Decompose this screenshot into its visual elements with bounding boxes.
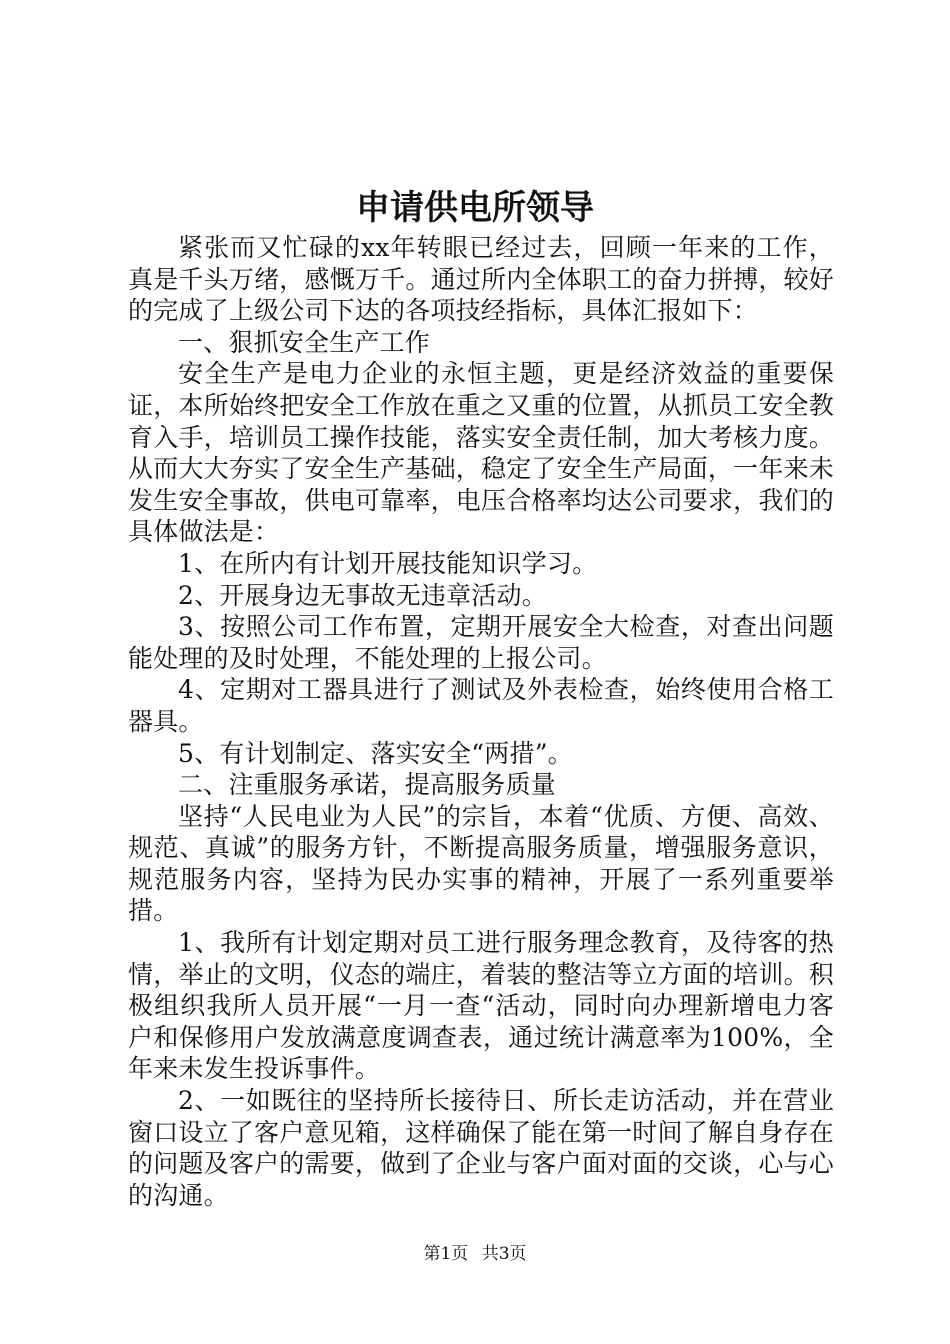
section-heading-safety: 一、狠抓安全生产工作 [178, 327, 431, 357]
list-item: 3、按照公司工作布置，定期开展安全大检查，对查出问题能处理的及时处理，不能处理的上报公司。 [128, 612, 834, 673]
paragraph-intro: 紧张而又忙碌的xx年转眼已经过去，回顾一年来的工作，真是千头万绪，感慨万千。通过所内全体职工的奋力拼搏，较好的完成了上级公司下达的各项技经指标，具体汇报如下： [128, 233, 834, 326]
section-heading-service: 二、注重服务承诺，提高服务质量 [178, 770, 557, 800]
list-item: 1、在所内有计划开展技能知识学习。 [178, 548, 598, 578]
document-body [128, 232, 834, 1211]
list-item: 5、有计划制定、落实安全“两措”。 [178, 738, 573, 768]
paragraph-safety: 安全生产是电力企业的永恒主题，更是经济效益的重要保证，本所始终把安全工作放在重之又重的位置，从抓员工安全教育入手，培训员工操作技能，落实安全责任制，加大考核力度。从而大大夯实了安全生产基础，稳定了安全生产局面，一年来未发生安全事故，供电可靠率，电压合格率均达公司要求，我们的具体做法是： [128, 359, 834, 547]
page-footer [0, 1242, 950, 1266]
page-count: 共3页 [481, 1244, 527, 1264]
list-item: 2、一如既往的坚持所长接待日、所长走访活动，并在营业窗口设立了客户意见箱，这样确保了能在第一时间了解自身存在的问题及客户的需要，做到了企业与客户面对面的交谈，心与心的沟通。 [128, 1086, 834, 1210]
list-item: 4、定期对工器具进行了测试及外表检查，始终使用合格工器具。 [128, 675, 834, 736]
page-number: 第1页 [423, 1244, 469, 1264]
list-item: 1、我所有计划定期对员工进行服务理念教育，及待客的热情，举止的文明，仪态的端庄，着装的整洁等立方面的培训。积极组织我所人员开展“一月一查“活动，同时向办理新增电力客户和保修用户发放满意度调查表，通过统计满意率为100%，全年来未发生投诉事件。 [128, 928, 834, 1084]
list-item: 2、开展身边无事故无违章活动。 [178, 580, 547, 610]
page-title: 申请供电所领导 [356, 188, 594, 228]
paragraph-service: 坚持“人民电业为人民”的宗旨，本着“优质、方便、高效、规范、真诚”的服务方针，不断提高服务质量，增强服务意识，规范服务内容，坚持为民办实事的精神，开展了一系列重要举措。 [128, 801, 834, 926]
